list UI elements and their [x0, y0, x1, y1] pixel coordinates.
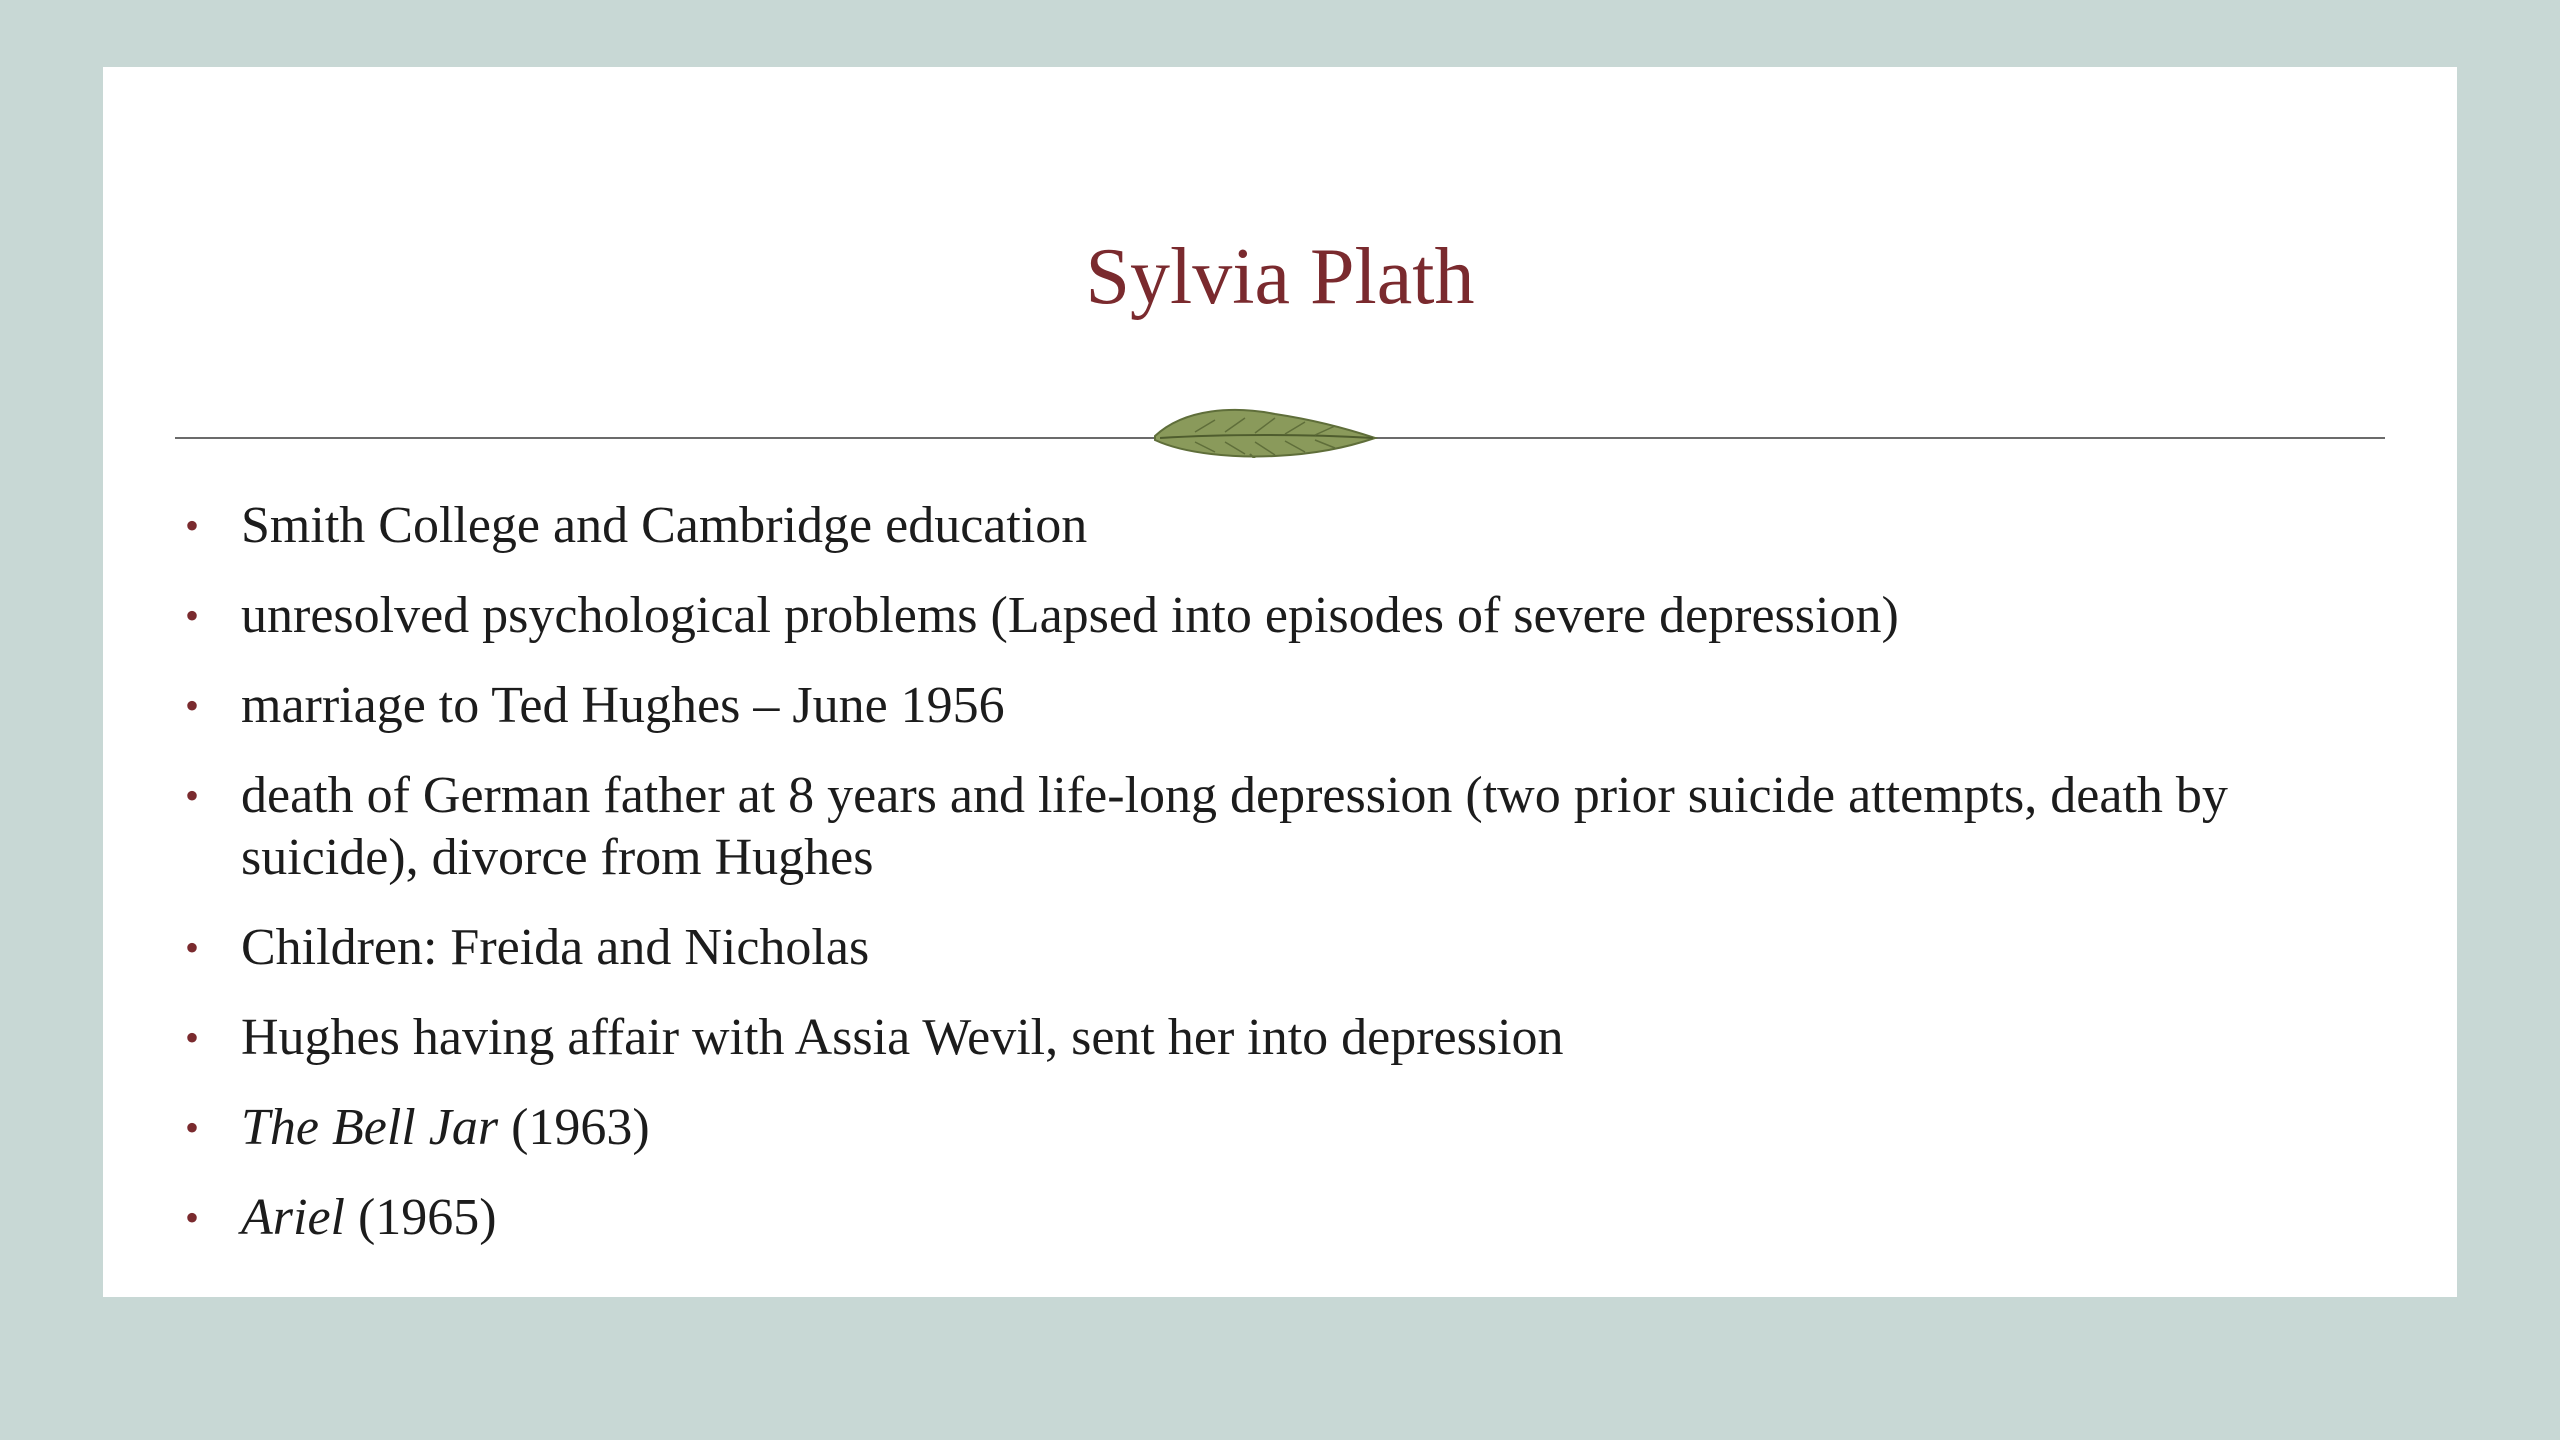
bullet-marker: •: [185, 1195, 200, 1240]
bullet-list: [173, 495, 2373, 1277]
bullet-marker: •: [185, 1105, 200, 1150]
leaf-icon: [1155, 410, 1375, 458]
bullet-item: • death of German father at 8 years and life-long depression (two prior suicide attempts, death by suicide), divorce from Hughes: [185, 767, 2228, 886]
bullet-marker: •: [185, 773, 200, 818]
bullet-item: • Hughes having affair with Assia Wevil, sent her into depression: [173, 1007, 2373, 1069]
bullet-marker: •: [185, 683, 200, 728]
book-title: The Bell Jar: [241, 1099, 499, 1156]
bullet-marker: •: [185, 1015, 200, 1060]
bullet-marker: •: [185, 925, 200, 970]
bullet-item: • Smith College and Cambridge education: [173, 495, 2373, 557]
bullet-marker: •: [185, 503, 200, 548]
bullet-item: • marriage to Ted Hughes – June 1956: [173, 675, 2373, 737]
slide-title: Sylvia Plath: [1085, 233, 1475, 321]
bullet-item: • Ariel (1965): [173, 1187, 2373, 1249]
title-divider: [175, 368, 2385, 458]
book-title: Ariel: [241, 1189, 345, 1246]
slide: [103, 67, 2457, 1297]
bullet-marker: •: [185, 593, 200, 638]
bullet-item: • Children: Freida and Nicholas: [173, 917, 2373, 979]
bullet-item: • unresolved psychological problems (Lapsed into episodes of severe depression): [173, 585, 2373, 647]
bullet-item: • The Bell Jar (1963): [173, 1097, 2373, 1159]
